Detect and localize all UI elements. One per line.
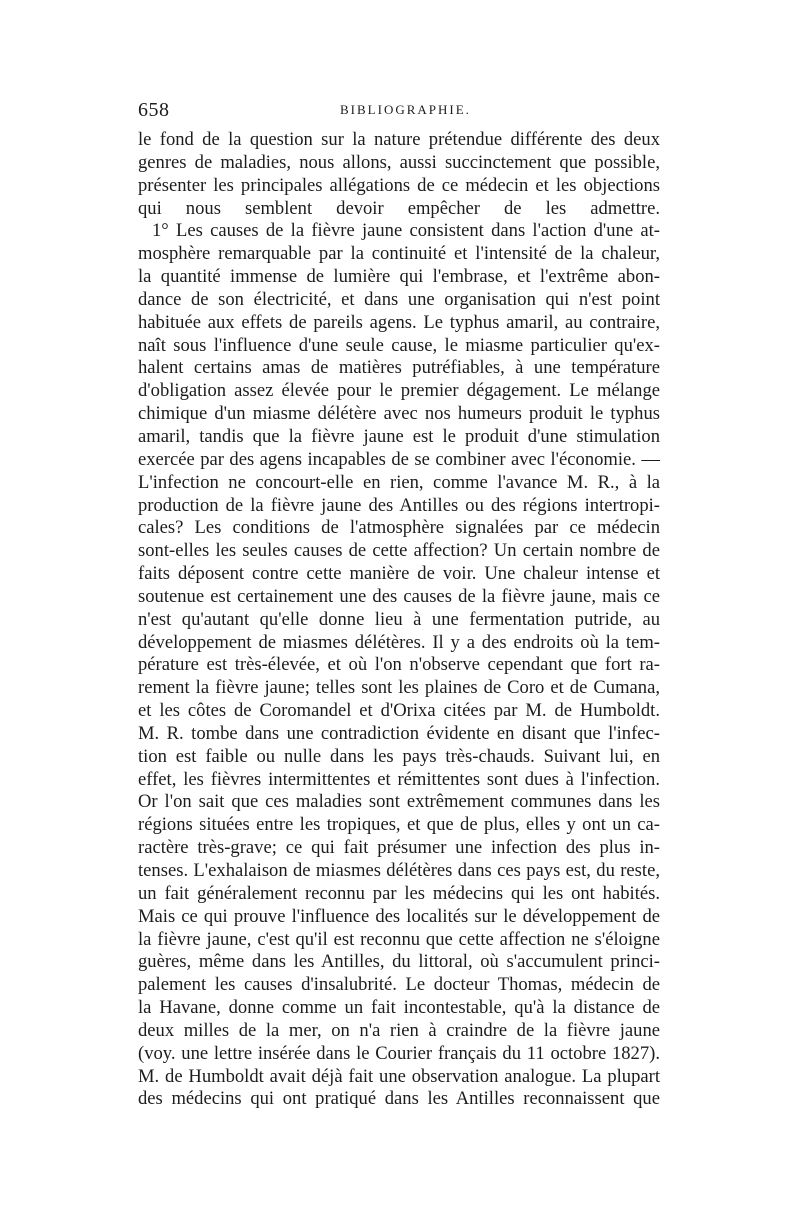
text-line: chimique d'un miasme délétère avec nos humeurs produit le typhus (138, 403, 660, 425)
text-line: Or l'on sait que ces maladies sont extrêmement communes dans les (138, 791, 660, 813)
text-line: habituée aux effets de pareils agens. Le typhus amaril, au contraire, (138, 311, 660, 333)
text-line: présenter les principales allégations de ce médecin et les objections (138, 174, 660, 196)
text-line: un fait généralement reconnu par les médecins qui les ont habités. (138, 882, 660, 904)
text-line: le fond de la question sur la nature prétendue différente des deux (138, 129, 660, 150)
text-line: régions situées entre les tropiques, et que de plus, elles y ont un ca- (138, 814, 660, 836)
text-line: halent certains amas de matières putréfiables, à une température (138, 357, 660, 379)
text-line: effet, les fièvres intermittentes et rémittentes sont dues à l'infection. (138, 768, 660, 790)
text-line: mosphère remarquable par la continuité et l'intensité de la chaleur, (138, 243, 660, 265)
text-line: la quantité immense de lumière qui l'embrase, et l'extrême abon- (138, 266, 660, 288)
text-line: (voy. une lettre insérée dans le Courier français du 11 octobre 1827). (138, 1042, 660, 1064)
text-line: production de la fièvre jaune des Antilles ou des régions intertropi- (138, 494, 660, 516)
text-line: d'obligation assez élevée pour le premier dégagement. Le mélange (138, 380, 660, 402)
text-line: qui nous semblent devoir empêcher de les admettre. (138, 197, 660, 219)
text-line: rement la fièvre jaune; telles sont les plaines de Coro et de Cumana, (138, 677, 660, 699)
text-line: n'est qu'autant qu'elle donne lieu à une fermentation putride, au (138, 608, 660, 630)
text-line: sont-elles les seules causes de cette affection? Un certain nombre de (138, 540, 660, 562)
text-line: et les côtes de Coromandel et d'Orixa citées par M. de Humboldt. (138, 700, 660, 722)
text-line: Mais ce qui prouve l'influence des localités sur le développement de (138, 905, 660, 927)
text-line: tenses. L'exhalaison de miasmes délétères dans ces pays est, du reste, (138, 860, 660, 881)
page-number: 658 (138, 99, 170, 121)
text-line: tion est faible ou nulle dans les pays très-chauds. Suivant lui, en (138, 745, 660, 767)
text-line: 1° Les causes de la fièvre jaune consistent dans l'action d'une at- (152, 220, 660, 242)
text-line: dance de son électricité, et dans une organisation qui n'est point (138, 288, 660, 310)
text-line: soutenue est certainement une des causes de la fièvre jaune, mais ce (138, 585, 660, 607)
text-line: cales? Les conditions de l'atmosphère signalées par ce médecin (138, 517, 660, 539)
text-line: L'infection ne concourt-elle en rien, comme l'avance M. R., à la (138, 471, 660, 493)
text-line: développement de miasmes délétères. Il y a des endroits où la tem- (138, 631, 660, 653)
text-line: naît sous l'influence d'une seule cause, le miasme particulier qu'ex- (138, 334, 660, 356)
text-line: amaril, tandis que la fièvre jaune est le produit d'une stimulation (138, 425, 660, 447)
page-header (138, 98, 660, 122)
text-line: deux milles de la mer, on n'a rien à craindre de la fièvre jaune (138, 1019, 660, 1041)
body-text (138, 129, 660, 1111)
text-line: guères, même dans les Antilles, du littoral, où s'accumulent princi- (138, 951, 660, 973)
text-line: exercée par des agens incapables de se combiner avec l'économie. — (138, 448, 660, 470)
text-line: genres de maladies, nous allons, aussi succinctement que possible, (138, 151, 660, 173)
text-line: palement les causes d'insalubrité. Le docteur Thomas, médecin de (138, 974, 660, 996)
text-line: des médecins qui ont pratiqué dans les Antilles reconnaissent que (138, 1088, 660, 1110)
running-head: BIBLIOGRAPHIE. (340, 102, 471, 117)
text-line: la fièvre jaune, c'est qu'il est reconnu que cette affection ne s'éloigne (138, 928, 660, 950)
text-line: M. R. tombe dans une contradiction évidente en disant que l'infec- (138, 722, 660, 744)
text-line: faits déposent contre cette manière de voir. Une chaleur intense et (138, 563, 660, 585)
text-line: la Havane, donne comme un fait incontestable, qu'à la distance de (138, 997, 660, 1019)
text-line: pérature est très-élevée, et où l'on n'observe cependant que fort ra- (138, 654, 660, 676)
text-line: M. de Humboldt avait déjà fait une observation analogue. La plupart (138, 1065, 660, 1087)
text-line: ractère très-grave; ce qui fait présumer une infection des plus in- (138, 837, 660, 859)
